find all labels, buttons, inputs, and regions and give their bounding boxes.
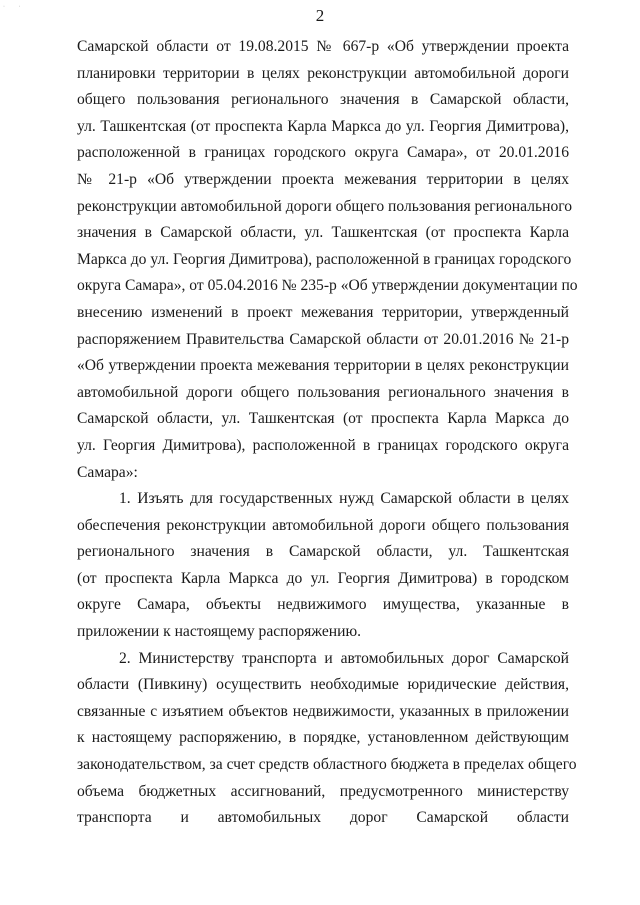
text-line: значения в Самарской области, ул. Ташкентская (от проспекта Карла <box>77 224 569 242</box>
text-line: связанные с изъятием объектов недвижимости, указанных в приложении <box>77 702 569 720</box>
text-line: реконструкции автомобильной дороги общего пользования регионального <box>77 197 573 215</box>
text-line: планировки территории в целях реконструкции автомобильной дороги <box>77 64 569 82</box>
text-line: расположенной в границах городского округа Самара», от 20.01.2016 <box>77 144 569 162</box>
text-line: округа Самара», от 05.04.2016 № 235-р «Об утверждении документации по <box>77 277 578 295</box>
page-number: 2 <box>315 6 325 25</box>
text-line: к настоящему распоряжению, в порядке, установленном действующим <box>77 729 569 747</box>
text-line: 1. Изъять для государственных нужд Самарской области в целях <box>119 490 569 508</box>
text-line: области (Пивкину) осуществить необходимые юридические действия, <box>77 676 569 694</box>
text-line: объема бюджетных ассигнований, предусмотренного министерству <box>77 782 569 800</box>
text-line: автомобильной дороги общего пользования регионального значения в <box>77 383 569 401</box>
text-line: регионального значения в Самарской области, ул. Ташкентская <box>77 543 569 561</box>
paragraph-item-1 <box>77 486 569 646</box>
text-line: законодательством, за счет средств областного бюджета в пределах общего <box>77 756 577 774</box>
text-line: распоряжением Правительства Самарской области от 20.01.2016 № 21-р <box>77 330 569 348</box>
text-line: (от проспекта Карла Маркса до ул. Георгия Димитрова) в городском <box>77 569 569 587</box>
text-line: ул. Георгия Димитрова), расположенной в границах городского округа <box>77 436 569 454</box>
text-line: транспорта и автомобильных дорог Самарской области <box>77 809 569 827</box>
text-line: 2. Министерству транспорта и автомобильных дорог Самарской <box>119 649 569 667</box>
text-line: Самарской области от 19.08.2015 № 667-р «Об утверждении проекта <box>77 38 569 55</box>
text-line: «Об утверждении проекта межевания территории в целях реконструкции <box>77 357 569 375</box>
text-line: Маркса до ул. Георгия Димитрова), расположенной в границах городского <box>77 250 572 268</box>
paragraph-item-2 <box>77 646 577 832</box>
text-line: внесению изменений в проект межевания территории, утвержденный <box>77 303 569 321</box>
text-line: общего пользования регионального значения в Самарской области, <box>77 91 569 109</box>
text-line: № 21-р «Об утверждении проекта межевания территории в целях <box>77 170 569 188</box>
text-line: ул. Ташкентская (от проспекта Карла Маркса до ул. Георгия Димитрова), <box>77 117 569 135</box>
text-line: Самарской области, ул. Ташкентская (от проспекта Карла Маркса до <box>77 410 569 428</box>
document-body <box>77 34 578 832</box>
text-line: обеспечения реконструкции автомобильной дороги общего пользования <box>77 516 569 534</box>
text-line: Самара»: <box>77 463 138 481</box>
scan-artifact: · · <box>3 4 27 10</box>
text-line: приложении к настоящему распоряжению. <box>77 623 362 641</box>
text-line: округе Самара, объекты недвижимого имущества, указанные в <box>77 596 569 614</box>
paragraph-intro <box>77 34 578 486</box>
